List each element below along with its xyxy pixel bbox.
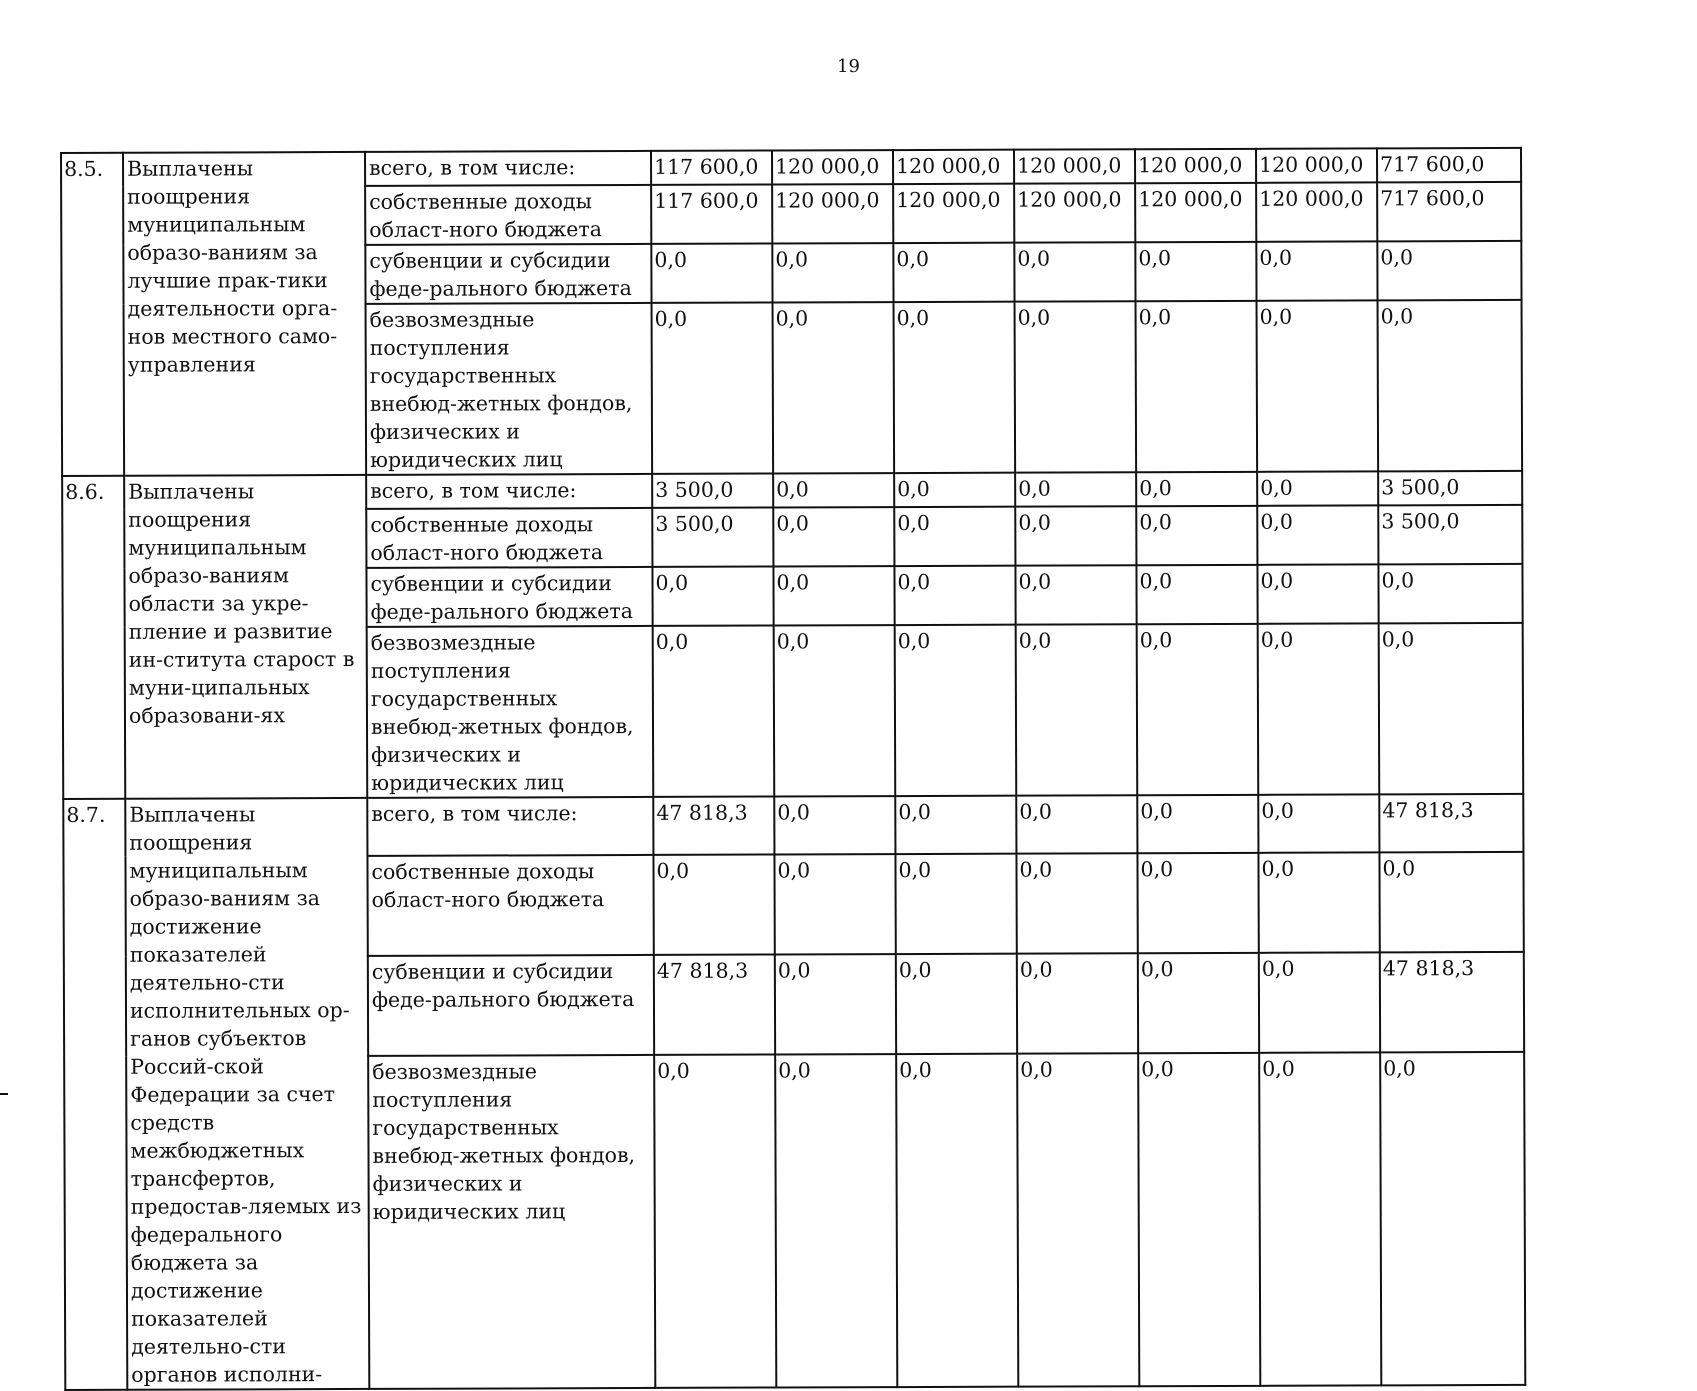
funding-source-label: собственные доходы област-ного бюджета [367, 855, 653, 956]
year-value-cell: 0,0 [1258, 852, 1379, 953]
funding-source-label: субвенции и субсидии феде-рального бюджета [366, 567, 652, 627]
total-value-cell: 0,0 [1377, 241, 1521, 301]
year-value-cell: 47 818,3 [654, 954, 775, 1055]
year-value-cell: 0,0 [1135, 242, 1256, 301]
year-value-cell: 117 600,0 [651, 185, 772, 244]
table-row [63, 794, 1523, 857]
year-value-cell: 0,0 [895, 625, 1017, 796]
year-value-cell: 0,0 [1136, 472, 1257, 506]
funding-source-label: собственные доходы област-ного бюджета [366, 508, 652, 568]
item-number: 8.6. [62, 476, 125, 799]
year-value-cell: 0,0 [895, 853, 1016, 954]
funding-source-label: субвенции и субсидии феде-рального бюджета [365, 244, 651, 304]
year-value-cell: 0,0 [1017, 953, 1138, 1054]
year-value-cell: 0,0 [1138, 1053, 1260, 1386]
year-value-cell: 117 600,0 [651, 151, 772, 185]
year-value-cell: 47 818,3 [653, 797, 774, 855]
year-value-cell: 0,0 [1137, 853, 1258, 954]
total-value-cell: 0,0 [1379, 852, 1523, 953]
table-row [62, 471, 1522, 510]
year-value-cell: 3 500,0 [652, 474, 773, 508]
year-value-cell: 0,0 [1016, 624, 1138, 795]
funding-source-label: всего, в том числе: [366, 474, 652, 509]
year-value-cell: 120 000,0 [1256, 148, 1377, 182]
year-value-cell: 0,0 [1015, 301, 1137, 472]
year-value-cell: 120 000,0 [1135, 183, 1256, 242]
year-value-cell: 0,0 [1015, 565, 1136, 624]
year-value-cell: 0,0 [774, 625, 896, 796]
year-value-cell: 0,0 [773, 566, 894, 625]
year-value-cell: 120 000,0 [1014, 183, 1135, 242]
total-value-cell: 3 500,0 [1378, 505, 1522, 565]
year-value-cell: 0,0 [1138, 953, 1259, 1054]
year-value-cell: 120 000,0 [1135, 149, 1256, 183]
funding-source-label: безвозмездные поступления государственных внебюд-жетных фондов, физических и юридических лиц [368, 1055, 655, 1389]
funding-source-label: безвозмездные поступления государственных внебюд-жетных фондов, физических и юридических лиц [366, 303, 653, 475]
total-value-cell: 0,0 [1378, 300, 1523, 472]
year-value-cell: 0,0 [893, 243, 1014, 302]
total-value-cell: 0,0 [1379, 623, 1524, 795]
year-value-cell: 0,0 [772, 243, 893, 302]
year-value-cell: 0,0 [894, 473, 1015, 507]
funding-source-label: субвенции и субсидии феде-рального бюджета [368, 955, 654, 1056]
year-value-cell: 0,0 [1136, 506, 1257, 565]
total-value-cell: 47 818,3 [1379, 794, 1523, 852]
year-value-cell: 0,0 [654, 1055, 776, 1388]
item-description: Выплачены поощрения муниципальным образо-ваниям за достижение показателей деятельно-сти исполнительных ор-ганов субъектов Россий-ской Федерации за счет средств межбюджетных трансфертов, предостав-ляемых из федерального бюджета за достижение показателей деятельно-сти органов исполни- [125, 798, 369, 1390]
total-value-cell: 3 500,0 [1378, 471, 1522, 506]
page-number: 19 [837, 56, 860, 77]
total-value-cell: 0,0 [1380, 1052, 1525, 1385]
year-value-cell: 120 000,0 [772, 184, 893, 243]
year-value-cell: 0,0 [894, 302, 1016, 473]
year-value-cell: 0,0 [1257, 471, 1378, 505]
year-value-cell: 0,0 [1259, 952, 1380, 1053]
item-number: 8.7. [63, 799, 127, 1390]
item-description: Выплачены поощрения муниципальным образо-ваниям области за укре-пление и развитие ин-ститута старост в муни-ципальных образовани-ях [124, 475, 367, 799]
funding-source-label: безвозмездные поступления государственных внебюд-жетных фондов, физических и юридических лиц [367, 626, 654, 798]
year-value-cell: 120 000,0 [772, 150, 893, 184]
year-value-cell: 0,0 [1016, 853, 1137, 954]
budget-table [60, 147, 1526, 1391]
total-value-cell: 0,0 [1378, 564, 1522, 624]
year-value-cell: 120 000,0 [893, 184, 1014, 243]
year-value-cell: 120 000,0 [1256, 182, 1377, 241]
year-value-cell: 0,0 [894, 507, 1015, 566]
year-value-cell: 0,0 [896, 954, 1017, 1055]
year-value-cell: 0,0 [1257, 300, 1379, 471]
year-value-cell: 0,0 [652, 567, 773, 626]
year-value-cell: 0,0 [1257, 505, 1378, 564]
year-value-cell: 120 000,0 [1014, 149, 1135, 183]
year-value-cell: 120 000,0 [893, 150, 1014, 184]
year-value-cell: 0,0 [1015, 472, 1136, 506]
total-value-cell: 717 600,0 [1377, 182, 1521, 242]
total-value-cell: 47 818,3 [1380, 952, 1524, 1053]
year-value-cell: 0,0 [1014, 242, 1135, 301]
funding-source-label: собственные доходы област-ного бюджета [365, 185, 651, 245]
year-value-cell: 0,0 [896, 1054, 1018, 1387]
year-value-cell: 0,0 [1015, 506, 1136, 565]
year-value-cell: 0,0 [775, 1054, 897, 1387]
year-value-cell: 0,0 [1259, 1053, 1381, 1386]
year-value-cell: 0,0 [1137, 624, 1259, 795]
year-value-cell: 0,0 [1257, 564, 1378, 623]
total-value-cell: 717 600,0 [1377, 148, 1521, 183]
year-value-cell: 0,0 [895, 796, 1016, 854]
year-value-cell: 0,0 [652, 303, 774, 474]
year-value-cell: 0,0 [653, 626, 775, 797]
table-row [61, 148, 1521, 187]
year-value-cell: 0,0 [1256, 241, 1377, 300]
year-value-cell: 0,0 [651, 244, 772, 303]
funding-source-label: всего, в том числе: [367, 797, 653, 856]
year-value-cell: 0,0 [894, 566, 1015, 625]
item-description: Выплачены поощрения муниципальным образо-ваниям за лучшие прак-тики деятельности орга-нов местного само-управления [123, 152, 366, 476]
year-value-cell: 0,0 [653, 854, 774, 955]
year-value-cell: 0,0 [774, 796, 895, 854]
year-value-cell: 0,0 [773, 302, 895, 473]
year-value-cell: 0,0 [1016, 795, 1137, 853]
year-value-cell: 3 500,0 [652, 508, 773, 567]
year-value-cell: 0,0 [773, 507, 894, 566]
margin-mark [0, 1093, 8, 1095]
year-value-cell: 0,0 [1258, 794, 1379, 852]
year-value-cell: 0,0 [1017, 1053, 1139, 1386]
year-value-cell: 0,0 [775, 954, 896, 1055]
year-value-cell: 0,0 [1258, 623, 1380, 794]
year-value-cell: 0,0 [774, 854, 895, 955]
item-number: 8.5. [61, 153, 124, 476]
year-value-cell: 0,0 [1136, 301, 1258, 472]
year-value-cell: 0,0 [1136, 565, 1257, 624]
year-value-cell: 0,0 [773, 473, 894, 507]
year-value-cell: 0,0 [1137, 795, 1258, 853]
funding-source-label: всего, в том числе: [365, 151, 651, 186]
